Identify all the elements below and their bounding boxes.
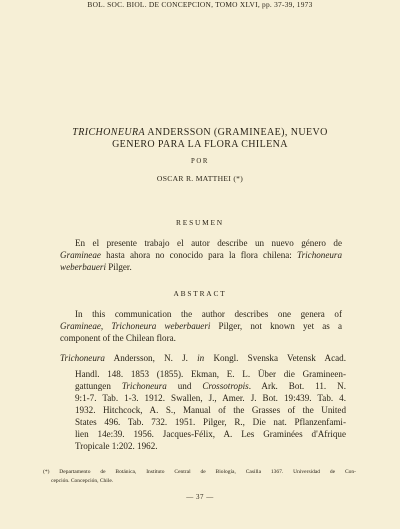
- resumen-line-2: [60, 250, 342, 260]
- author-name: OSCAR R. MATTHEI (*): [156, 174, 244, 183]
- reference-line-4: 9:1-7. Tab. 1-3. 1912. Swallen, J., Amer. J. Bot. 19:439. Tab. 4.: [75, 393, 346, 403]
- ref-genus-2: Trichoneura: [121, 381, 167, 391]
- title-genus: TRICHONEURA: [72, 127, 145, 138]
- abstract-text: Pilger, not known yet as a: [210, 321, 342, 331]
- ref-source: Kongl. Svenska Vetensk Acad.: [204, 353, 346, 363]
- resumen-line-1: En el presente trabajo el autor describe un nuevo género de: [75, 238, 342, 248]
- ref-text-a: gattungen: [75, 381, 122, 391]
- ref-text-c: . Ark. Bot. 11. N.: [248, 381, 346, 391]
- reference-line-7: lien 14e:39. 1956. Jacques-Félix, A. Les Graminées d'Afrique: [75, 429, 346, 439]
- page-number: — 37 —: [186, 493, 214, 501]
- resumen-heading: RESUMEN: [176, 218, 224, 227]
- ref-genus: Trichoneura: [60, 353, 105, 363]
- article-title-line-2: GENERO PARA LA FLORA CHILENA: [112, 139, 288, 150]
- reference-line-5: 1932. Hitchcock, A. S., Manual of the Grasses of the United: [75, 405, 346, 415]
- reference-line-3: [75, 381, 346, 391]
- ref-genus-3: Crossotropis: [202, 381, 249, 391]
- reference-line-1: [60, 353, 346, 363]
- abstract-line-3: component of the Chilean flora.: [60, 333, 176, 343]
- ref-author: Andersson, N. J.: [104, 353, 198, 363]
- ref-in: in: [197, 353, 205, 363]
- running-head: BOL. SOC. BIOL. DE CONCEPCION, TOMO XLVI, pp. 37-39, 1973: [87, 0, 313, 9]
- resumen-author: Pilger.: [105, 262, 132, 272]
- abstract-heading: ABSTRACT: [173, 289, 227, 298]
- resumen-taxon: Gramineae: [60, 250, 101, 260]
- article-title-line-1: [0, 127, 400, 138]
- ref-text-b: und: [166, 381, 203, 391]
- reference-line-8: Tropicale 1:202. 1962.: [75, 441, 158, 451]
- abstract-line-1: In this communication the author describes one genera of: [75, 309, 342, 319]
- by-line: POR: [190, 158, 210, 165]
- resumen-line-3: [60, 262, 132, 272]
- resumen-species: weberbaueri: [60, 262, 106, 272]
- resumen-genus: Trichoneura: [297, 250, 342, 260]
- resumen-text: hasta ahora no conocido para la flora chilena:: [100, 250, 298, 260]
- footnote-line-1: (*) Departamento de Botánica, Instituto Central de Biología, Casilla 1367. Universidad de Con-: [43, 469, 356, 475]
- footnote-line-2: cepción. Concepción, Chile.: [51, 478, 114, 484]
- reference-line-2: Handl. 148. 1853 (1855). Ekman, E. L. Über die Gramineen-: [75, 369, 346, 379]
- abstract-line-2: [60, 321, 342, 331]
- abstract-taxon: Gramineae, Trichoneura weberbaueri: [60, 321, 211, 331]
- reference-line-6: States 496. Tab. 732. 1951. Pilger, R., Die nat. Pflanzenfami-: [75, 417, 346, 427]
- title-rest: ANDERSSON (GRAMINEAE), NUEVO: [145, 127, 328, 138]
